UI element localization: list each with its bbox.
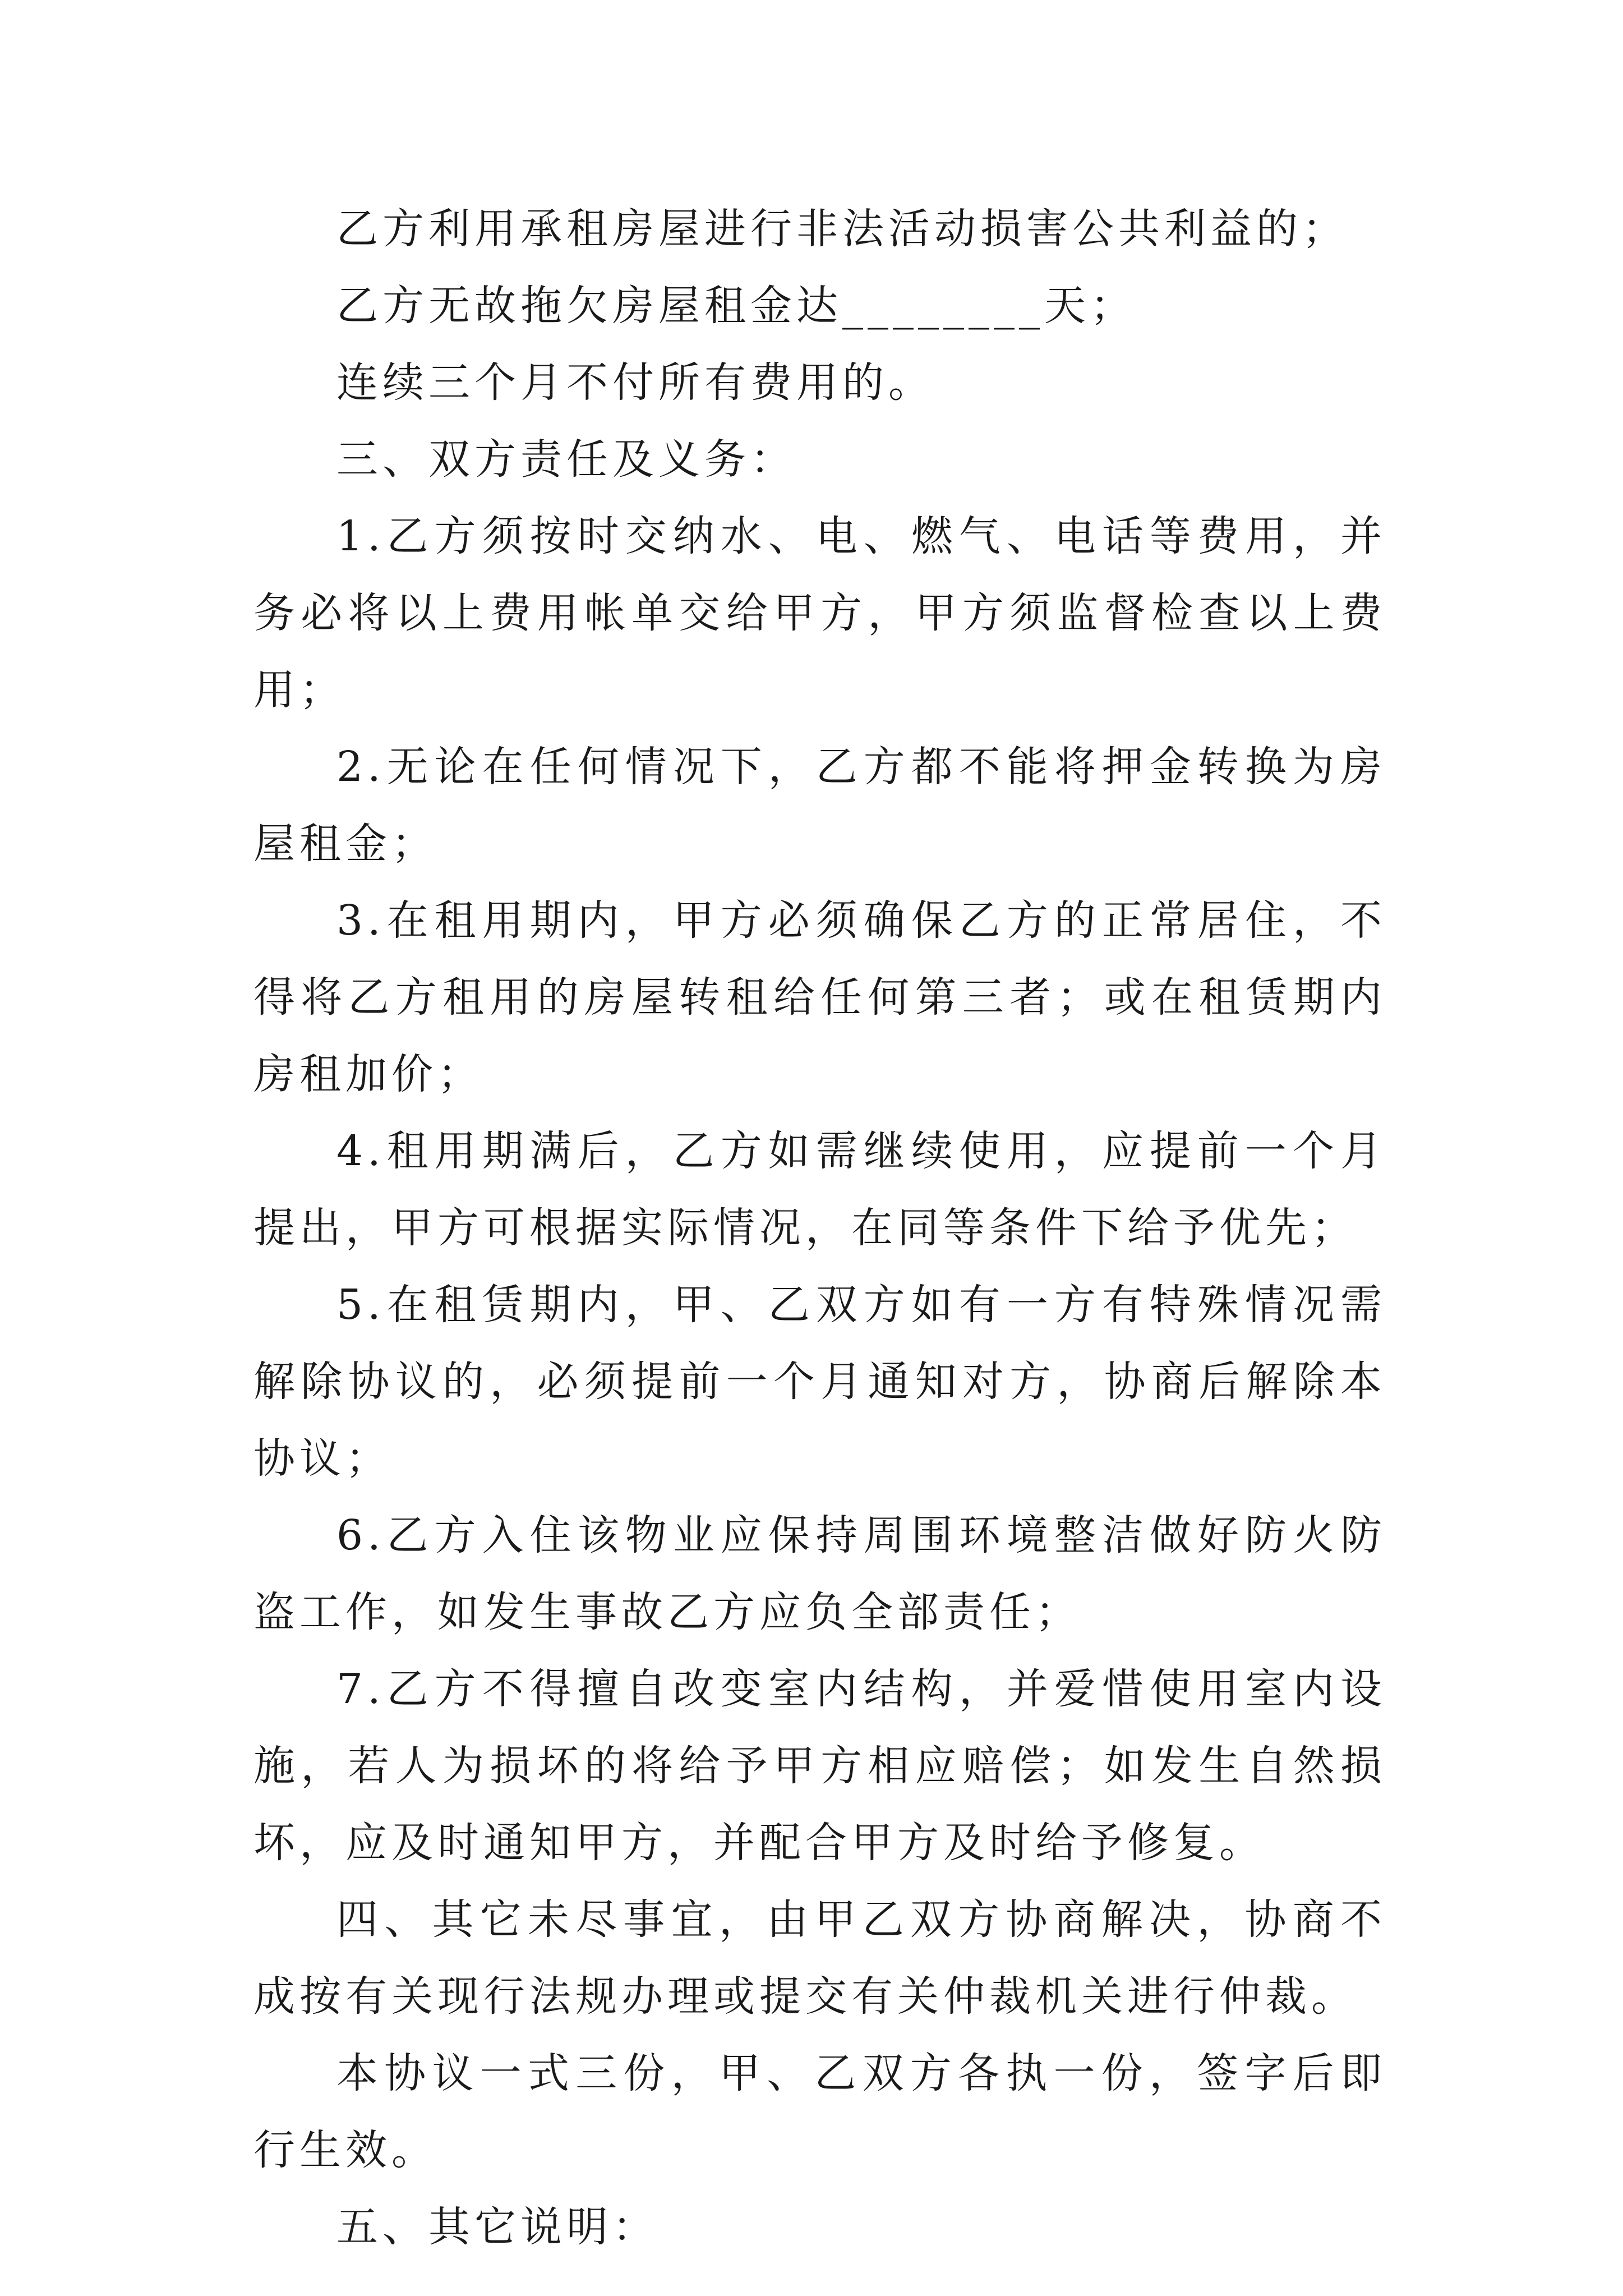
paragraph: 乙方利用承租房屋进行非法活动损害公共利益的； [336, 205, 1348, 253]
paragraph: 4.租用期满后，乙方如需继续使用，应提前一个月提出，甲方可根据实际情况，在同等条件下给予优先； [253, 1127, 1386, 1252]
paragraph: 乙方无故拖欠房屋租金达________天； [336, 282, 1136, 330]
paragraph: 连续三个月不付所有费用的。 [336, 358, 934, 407]
paragraph: 2.无论在任何情况下，乙方都不能将押金转换为房屋租金； [253, 743, 1386, 868]
paragraph: 1.乙方须按时交纳水、电、燃气、电话等费用，并务必将以上费用帐单交给甲方，甲方须监督检查以上费用； [253, 512, 1386, 714]
paragraph: 6.乙方入住该物业应保持周围环境整洁做好防火防盗工作，如发生事故乙方应负全部责任； [253, 1511, 1386, 1636]
document-body [253, 191, 1386, 2266]
section-heading: 四、其它未尽事宜，由甲乙双方协商解决，协商不成按有关现行法规办理或提交有关仲裁机关进行仲裁。 [253, 1895, 1386, 2021]
paragraph: 3.在租用期内，甲方必须确保乙方的正常居住，不得将乙方租用的房屋转租给任何第三者；或在租赁期内房租加价； [253, 896, 1386, 1098]
section-heading: 五、其它说明： [336, 2203, 658, 2251]
paragraph: 7.乙方不得擅自改变室内结构，并爱惜使用室内设施，若人为损坏的将给予甲方相应赔偿；如发生自然损坏，应及时通知甲方，并配合甲方及时给予修复。 [253, 1665, 1386, 1867]
section-heading: 三、双方责任及义务： [336, 435, 796, 484]
paragraph: 本协议一式三份，甲、乙双方各执一份，签字后即行生效。 [253, 2049, 1386, 2174]
paragraph: 5.在租赁期内，甲、乙双方如有一方有特殊情况需解除协议的，必须提前一个月通知对方，协商后解除本协议； [253, 1281, 1386, 1483]
